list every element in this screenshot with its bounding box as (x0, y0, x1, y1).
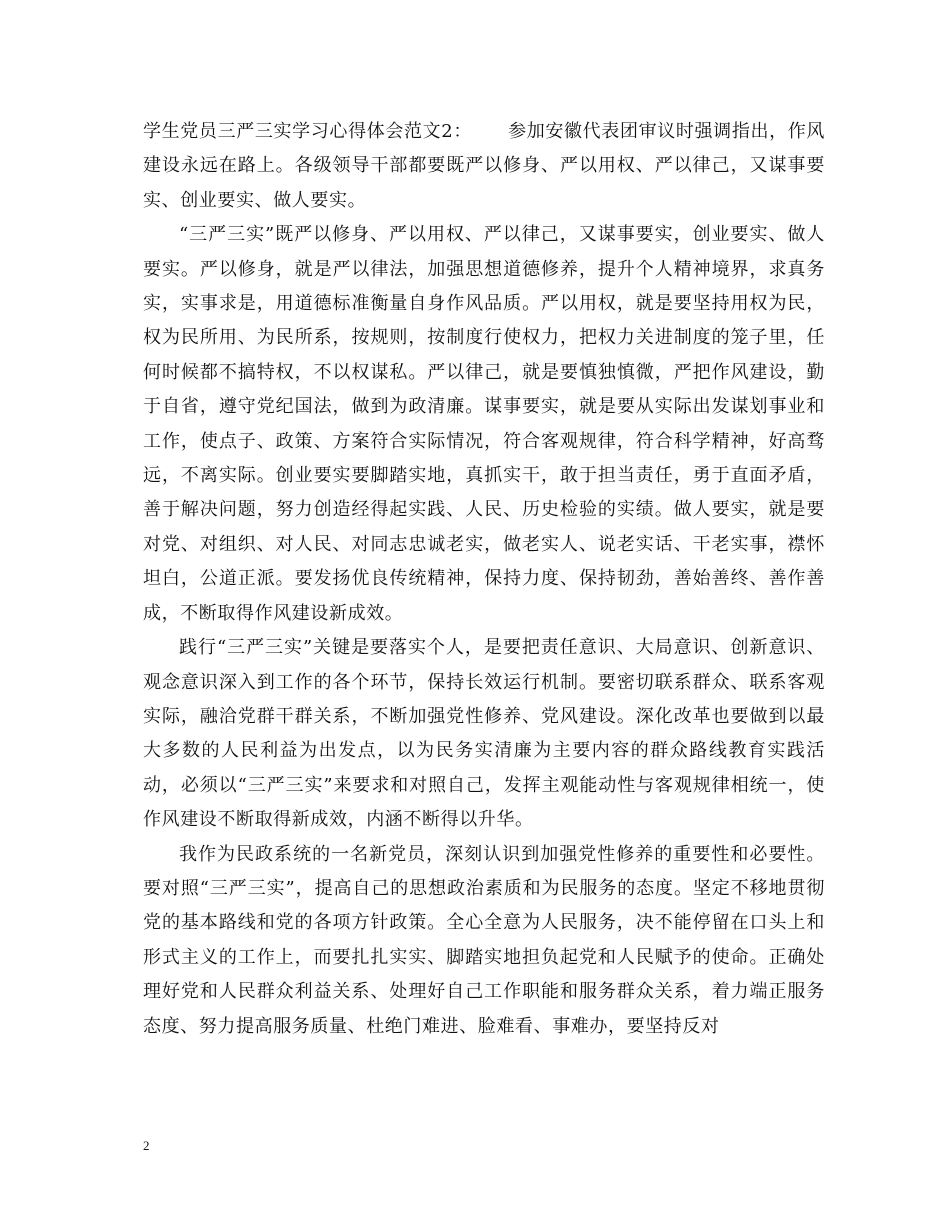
paragraph-1-text: 参加安徽代表团审议时强调指出，作风建设永远在路上。各级领导干部都要既严以修身、严以用权、严以律己，又谋事要实、创业要实、做人要实。 (143, 121, 825, 211)
document-body (143, 115, 825, 1044)
page-number: 2 (143, 1138, 150, 1153)
paragraph-3: 践行“三严三实”关键是要落实个人，是要把责任意识、大局意识、创新意识、观念意识深入到工作的各个环节，保持长效运行机制。要密切联系群众、联系客观实际，融洽党群干群关系，不断加强党性修养、党风建设。深化改革也要做到以最大多数的人民利益为出发点，以为民务实清廉为主要内容的群众路线教育实践活动，必须以“三严三实”来要求和对照自己，发挥主观能动性与客观规律相统一，使作风建设不断取得新成效，内涵不断得以升华。 (143, 637, 825, 831)
essay-heading: 学生党员三严三实学习心得体会范文2： (143, 121, 473, 142)
opening-paragraph (143, 115, 825, 218)
paragraph-4: 我作为民政系统的一名新党员，深刻认识到加强党性修养的重要性和必要性。要对照“三严三实”，提高自己的思想政治素质和为民服务的态度。坚定不移地贯彻党的基本路线和党的各项方针政策。全心全意为人民服务，决不能停留在口头上和形式主义的工作上，而要扎扎实实、脚踏实地担负起党和人民赋予的使命。正确处理好党和人民群众利益关系、处理好自己工作职能和服务群众关系，着力端正服务态度、努力提高服务质量、杜绝门难进、脸难看、事难办，要坚持反对 (143, 843, 825, 1037)
paragraph-2: “三严三实”既严以修身、严以用权、严以律己，又谋事要实，创业要实、做人要实。严以修身，就是严以律法，加强思想道德修养，提升个人精神境界，求真务实，实事求是，用道德标准衡量自身作风品质。严以用权，就是要坚持用权为民，权为民所用、为民所系，按规则，按制度行使权力，把权力关进制度的笼子里，任何时候都不搞特权，不以权谋私。严以律己，就是要慎独慎微，严把作风建设，勤于自省，遵守党纪国法，做到为政清廉。谋事要实，就是要从实际出发谋划事业和工作，使点子、政策、方案符合实际情况，符合客观规律，符合科学精神，好高骛远，不离实际。创业要实要脚踏实地，真抓实干，敢于担当责任，勇于直面矛盾，善于解决问题，努力创造经得起实践、人民、历史检验的实绩。做人要实，就是要对党、对组织、对人民、对同志忠诚老实，做老实人、说老实话、干老实事，襟怀坦白，公道正派。要发扬优良传统精神，保持力度、保持韧劲，善始善终、善作善成，不断取得作风建设新成效。 (143, 224, 825, 624)
